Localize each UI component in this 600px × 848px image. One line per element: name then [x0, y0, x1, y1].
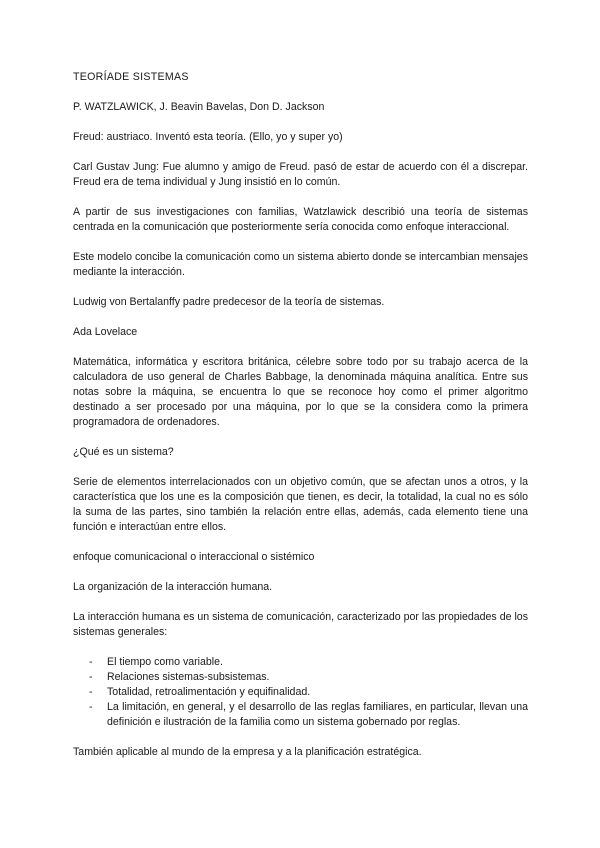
document-title: TEORÍADE SISTEMAS [73, 71, 189, 83]
list-item [89, 700, 528, 730]
system-question: ¿Qué es un sistema? [73, 446, 174, 458]
list-item-text: La limitación, en general, y el desarrollo de las reglas familiares, en particular, llevan una definición e ilustración de la familia como un sistema gobernado por reglas. [107, 701, 528, 728]
interaction-intro: La interacción humana es un sistema de comunicación, caracterizado por las propiedades de los sistemas generales: [73, 611, 528, 638]
organization-heading: La organización de la interacción humana. [73, 581, 273, 593]
watzlawick-paragraph: A partir de sus investigaciones con familias, Watzlawick describió una teoría de sistemas centrada en la comunicación que posteriormente sería conocida como enfoque interaccional. [73, 206, 528, 233]
list-item [89, 670, 528, 685]
ada-paragraph: Matemática, informática y escritora británica, célebre sobre todo por su trabajo acerca de la calculadora de uso general de Charles Babbage, la denominada máquina analítica. Entre sus notas sobre la máquina, se encuentra lo que se reconoce hoy como el primer algoritmo destinado a ser procesado por una máquina, por lo que se la considera como la primera programadora de ordenadores. [73, 356, 528, 428]
authors-line: P. WATZLAWICK, J. Beavin Bavelas, Don D. Jackson [73, 101, 325, 113]
bullet-dash: - [89, 686, 93, 698]
closing-paragraph: También aplicable al mundo de la empresa y a la planificación estratégica. [73, 746, 422, 758]
list-item-text: Totalidad, retroalimentación y equifinalidad. [107, 686, 311, 698]
list-item-text: El tiempo como variable. [107, 656, 223, 668]
bullet-dash: - [89, 671, 93, 683]
bullet-dash: - [89, 701, 93, 713]
ada-heading: Ada Lovelace [73, 326, 138, 338]
bertalanffy-paragraph: Ludwig von Bertalanffy padre predecesor de la teoría de sistemas. [73, 296, 385, 308]
list-item [89, 655, 528, 670]
enfoque-line: enfoque comunicacional o interaccional o sistémico [73, 551, 315, 563]
model-paragraph: Este modelo concibe la comunicación como un sistema abierto donde se intercambian mensajes mediante la interacción. [73, 251, 528, 278]
freud-paragraph: Freud: austriaco. Inventó esta teoría. (Ello, yo y super yo) [73, 131, 343, 143]
list-item-text: Relaciones sistemas-subsistemas. [107, 671, 270, 683]
system-definition: Serie de elementos interrelacionados con un objetivo común, que se afectan unos a otros, y la característica que los une es la composición que tienen, es decir, la totalidad, la cual no es sólo la suma de las partes, sino también la relación entre ellas, además, cada elemento tiene una función e interactúan entre ellos. [73, 476, 528, 533]
bullet-dash: - [89, 656, 93, 668]
document-page [73, 70, 528, 775]
list-item [89, 685, 528, 700]
jung-paragraph: Carl Gustav Jung: Fue alumno y amigo de Freud. pasó de estar de acuerdo con él a discrepar. Freud era de tema individual y Jung insistió en lo común. [73, 161, 528, 188]
properties-list [73, 655, 528, 730]
